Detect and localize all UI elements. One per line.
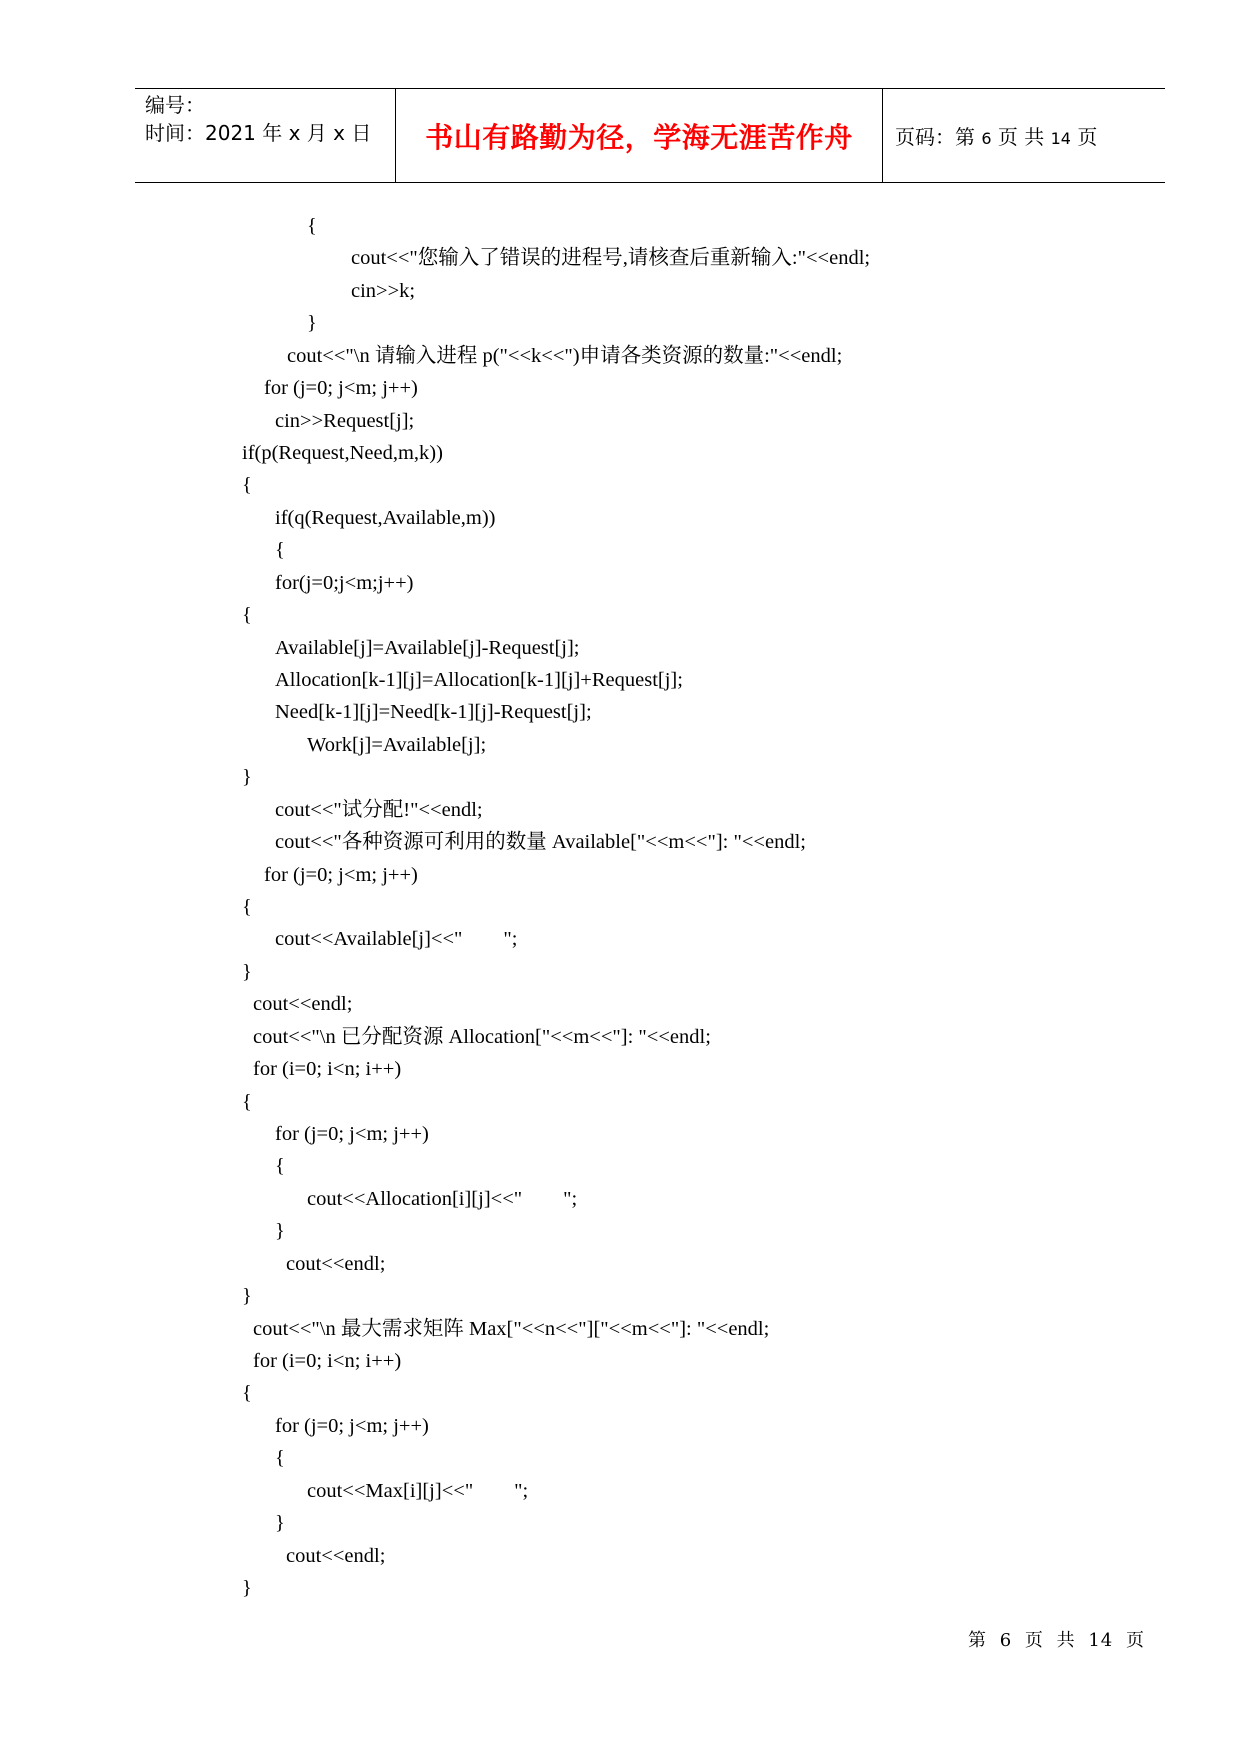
code-line: for (j=0; j<m; j++) xyxy=(264,377,418,399)
code-line: { xyxy=(242,1091,252,1113)
code-line: cout<<"\n 最大需求矩阵 Max["<<n<<"]["<<m<<"]: "<<endl; xyxy=(253,1318,770,1340)
code-line: { xyxy=(242,1382,252,1404)
code-line: if(p(Request,Need,m,k)) xyxy=(242,442,443,464)
code-line: { xyxy=(242,896,252,918)
page-mid: 页 共 xyxy=(991,125,1051,149)
code-line: for (i=0; i<n; i++) xyxy=(253,1058,402,1080)
code-line: cout<<endl; xyxy=(286,1253,386,1275)
header-page-indicator xyxy=(895,121,1097,150)
code-line: { xyxy=(242,474,252,496)
code-line: } xyxy=(307,312,317,334)
code-line: for (j=0; j<m; j++) xyxy=(275,1123,429,1145)
motto-text: 书山有路勤为径，学海无涯苦作舟 xyxy=(425,120,853,154)
header-table xyxy=(135,88,1165,183)
code-line: { xyxy=(242,604,252,626)
code-line: { xyxy=(275,1447,285,1469)
code-line: cout<<Allocation[i][j]<<" "; xyxy=(307,1188,578,1210)
code-line: cout<<"\n 已分配资源 Allocation["<<m<<"]: "<<endl; xyxy=(253,1026,711,1048)
code-line: for (j=0; j<m; j++) xyxy=(275,1415,429,1437)
code-line: } xyxy=(242,1577,252,1599)
code-line: cout<<"\n 请输入进程 p("<<k<<")申请各类资源的数量:"<<endl; xyxy=(287,345,843,367)
code-line: Need[k-1][j]=Need[k-1][j]-Request[j]; xyxy=(275,701,592,723)
code-line: } xyxy=(275,1512,285,1534)
header-page-cell xyxy=(883,89,1165,182)
page-total: 14 xyxy=(1050,129,1071,148)
code-line: cin>>k; xyxy=(351,280,416,302)
code-line: { xyxy=(307,215,317,237)
code-line: Allocation[k-1][j]=Allocation[k-1][j]+Request[j]; xyxy=(275,669,683,691)
code-line: } xyxy=(242,961,252,983)
code-line: Work[j]=Available[j]; xyxy=(307,734,487,756)
code-line: if(q(Request,Available,m)) xyxy=(275,507,496,529)
header-meta-cell xyxy=(135,89,395,182)
code-line: { xyxy=(275,1155,285,1177)
code-line: } xyxy=(242,766,252,788)
page-suffix: 页 xyxy=(1070,125,1098,149)
code-line: for (i=0; i<n; i++) xyxy=(253,1350,402,1372)
code-line: cin>>Request[j]; xyxy=(275,410,415,432)
code-line: cout<<Available[j]<<" "; xyxy=(275,928,518,950)
code-line: cout<<"各种资源可利用的数量 Available["<<m<<"]: "<<endl; xyxy=(275,831,806,853)
code-line: for(j=0;j<m;j++) xyxy=(275,572,414,594)
page-prefix: 页码：第 xyxy=(895,125,982,149)
code-line: cout<<"试分配!"<<endl; xyxy=(275,799,483,821)
code-line: cout<<endl; xyxy=(286,1545,386,1567)
page-current: 6 xyxy=(981,129,992,148)
code-line: } xyxy=(242,1285,252,1307)
code-line: for (j=0; j<m; j++) xyxy=(264,864,418,886)
page-footer: 第 6 页 共 14 页 xyxy=(968,1630,1145,1651)
document-time-label: 时间：2021 年 x 月 x 日 xyxy=(145,121,372,145)
code-line: } xyxy=(275,1220,285,1242)
code-line: { xyxy=(275,539,285,561)
code-line: Available[j]=Available[j]-Request[j]; xyxy=(275,637,580,659)
code-line: cout<<Max[i][j]<<" "; xyxy=(307,1480,529,1502)
code-line: cout<<endl; xyxy=(253,993,353,1015)
header-motto-cell xyxy=(395,89,883,182)
code-line: cout<<"您输入了错误的进程号,请核查后重新输入:"<<endl; xyxy=(351,247,871,269)
document-number-label: 编号： xyxy=(145,93,205,117)
